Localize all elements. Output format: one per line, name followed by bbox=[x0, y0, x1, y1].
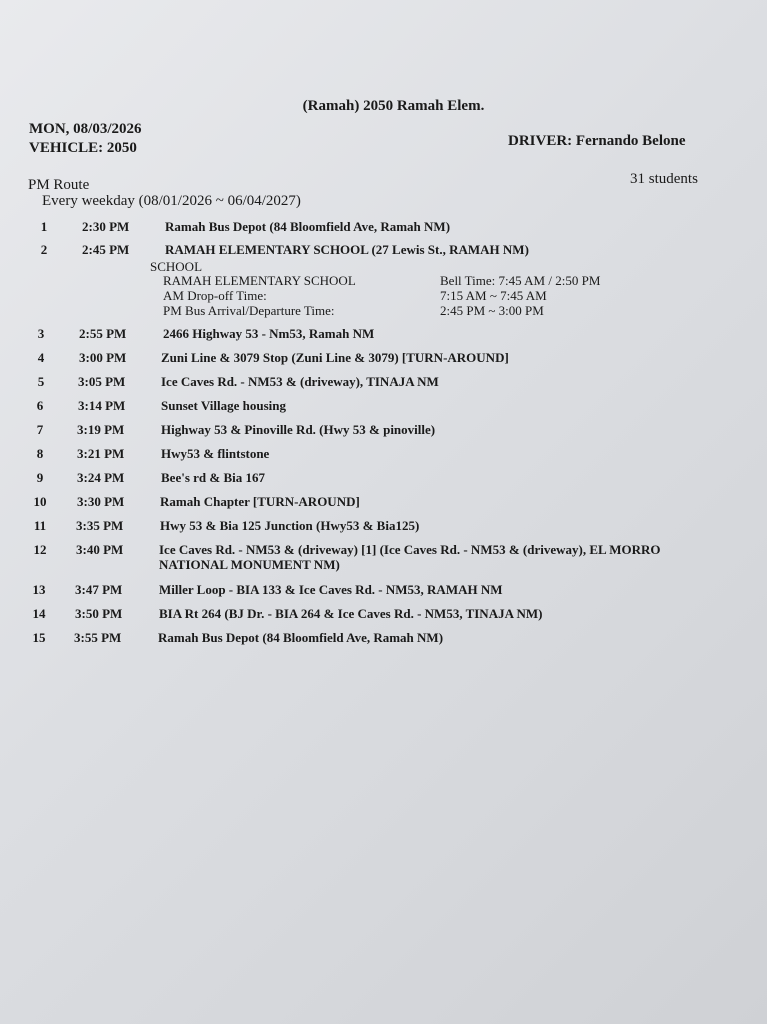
stop-time: 3:30 PM bbox=[77, 494, 125, 509]
stop-number: 5 bbox=[37, 374, 45, 389]
stop-location: Ice Caves Rd. - NM53 & (driveway), TINAJA NM bbox=[161, 374, 439, 389]
stop-location: Hwy 53 & Bia 125 Junction (Hwy53 & Bia125) bbox=[160, 518, 420, 533]
stop-time: 3:21 PM bbox=[77, 446, 125, 461]
stop-time: 2:45 PM bbox=[82, 242, 130, 257]
stop-time: 3:00 PM bbox=[79, 350, 127, 365]
stop-location: Highway 53 & Pinoville Rd. (Hwy 53 & pinoville) bbox=[161, 422, 436, 437]
stop-number: 8 bbox=[36, 446, 44, 461]
stop-location: BIA Rt 264 (BJ Dr. - BIA 264 & Ice Caves Rd. - NM53, TINAJA NM) bbox=[159, 606, 543, 621]
pm-arrival-label: PM Bus Arrival/Departure Time: bbox=[163, 303, 335, 318]
school-label: SCHOOL bbox=[150, 259, 203, 274]
stop-location: Sunset Village housing bbox=[161, 398, 286, 413]
stop-location: RAMAH ELEMENTARY SCHOOL (27 Lewis St., RAMAH NM) bbox=[165, 242, 529, 257]
date-label: MON, 08/03/2026 bbox=[29, 121, 142, 137]
stop-location: Bee's rd & Bia 167 bbox=[161, 470, 265, 485]
bell-time: Bell Time: 7:45 AM / 2:50 PM bbox=[440, 273, 601, 288]
table-row bbox=[0, 542, 767, 574]
stop-number: 13 bbox=[32, 582, 46, 597]
table-row bbox=[0, 606, 767, 624]
table-row bbox=[0, 446, 767, 464]
stop-location: Hwy53 & flintstone bbox=[161, 446, 270, 461]
stop-number: 9 bbox=[36, 470, 44, 485]
table-row bbox=[0, 470, 767, 488]
stop-time: 2:55 PM bbox=[79, 326, 127, 341]
table-row bbox=[0, 219, 767, 237]
stop-location: 2466 Highway 53 - Nm53, Ramah NM bbox=[163, 326, 375, 341]
table-row bbox=[0, 518, 767, 536]
student-count: 31 students bbox=[630, 171, 698, 187]
stop-time: 3:55 PM bbox=[74, 630, 122, 645]
stop-number: 14 bbox=[32, 606, 46, 621]
stop-number: 11 bbox=[33, 518, 47, 533]
table-row bbox=[0, 494, 767, 512]
stop-number: 1 bbox=[40, 219, 48, 234]
stop-time: 3:50 PM bbox=[75, 606, 123, 621]
table-row bbox=[0, 242, 767, 260]
school-name: RAMAH ELEMENTARY SCHOOL bbox=[163, 273, 356, 288]
table-row bbox=[0, 630, 767, 648]
stop-location: Ice Caves Rd. - NM53 & (driveway) [1] (Ice Caves Rd. - NM53 & (driveway), EL MORRO bbox=[159, 542, 661, 557]
stop-location: Miller Loop - BIA 133 & Ice Caves Rd. - NM53, RAMAH NM bbox=[159, 582, 503, 597]
stop-time: 3:47 PM bbox=[75, 582, 123, 597]
page-title: (Ramah) 2050 Ramah Elem. bbox=[302, 98, 485, 114]
table-row bbox=[0, 326, 767, 344]
stop-time: 3:05 PM bbox=[78, 374, 126, 389]
stop-time: 3:14 PM bbox=[78, 398, 126, 413]
route-label: PM Route bbox=[28, 177, 90, 193]
stop-number: 7 bbox=[36, 422, 44, 437]
stop-location: Ramah Bus Depot (84 Bloomfield Ave, Ramah NM) bbox=[158, 630, 444, 645]
stop-time: 2:30 PM bbox=[82, 219, 130, 234]
stop-number: 12 bbox=[33, 542, 47, 557]
pm-arrival-time: 2:45 PM ~ 3:00 PM bbox=[440, 303, 544, 318]
stop-time: 3:19 PM bbox=[77, 422, 125, 437]
stop-number: 4 bbox=[37, 350, 45, 365]
stop-number: 2 bbox=[40, 242, 48, 257]
am-dropoff-label: AM Drop-off Time: bbox=[163, 288, 267, 303]
table-row bbox=[0, 374, 767, 392]
stop-number: 6 bbox=[36, 398, 44, 413]
table-row bbox=[0, 350, 767, 368]
stop-time: 3:24 PM bbox=[77, 470, 125, 485]
table-row bbox=[0, 422, 767, 440]
stop-number: 15 bbox=[32, 630, 46, 645]
stop-number: 10 bbox=[33, 494, 47, 509]
table-row bbox=[0, 398, 767, 416]
stop-location-continued: NATIONAL MONUMENT NM) bbox=[159, 557, 340, 572]
stop-time: 3:40 PM bbox=[76, 542, 124, 557]
schedule-label: Every weekday (08/01/2026 ~ 06/04/2027) bbox=[42, 193, 301, 209]
stop-location: Ramah Bus Depot (84 Bloomfield Ave, Ramah NM) bbox=[165, 219, 451, 234]
am-dropoff-time: 7:15 AM ~ 7:45 AM bbox=[440, 288, 547, 303]
stop-location: Zuni Line & 3079 Stop (Zuni Line & 3079) [TURN-AROUND] bbox=[161, 350, 509, 365]
stop-number: 3 bbox=[37, 326, 45, 341]
stop-time: 3:35 PM bbox=[76, 518, 124, 533]
table-row bbox=[0, 582, 767, 600]
driver-label: DRIVER: Fernando Belone bbox=[508, 133, 686, 149]
stop-location: Ramah Chapter [TURN-AROUND] bbox=[160, 494, 360, 509]
vehicle-label: VEHICLE: 2050 bbox=[29, 140, 137, 156]
